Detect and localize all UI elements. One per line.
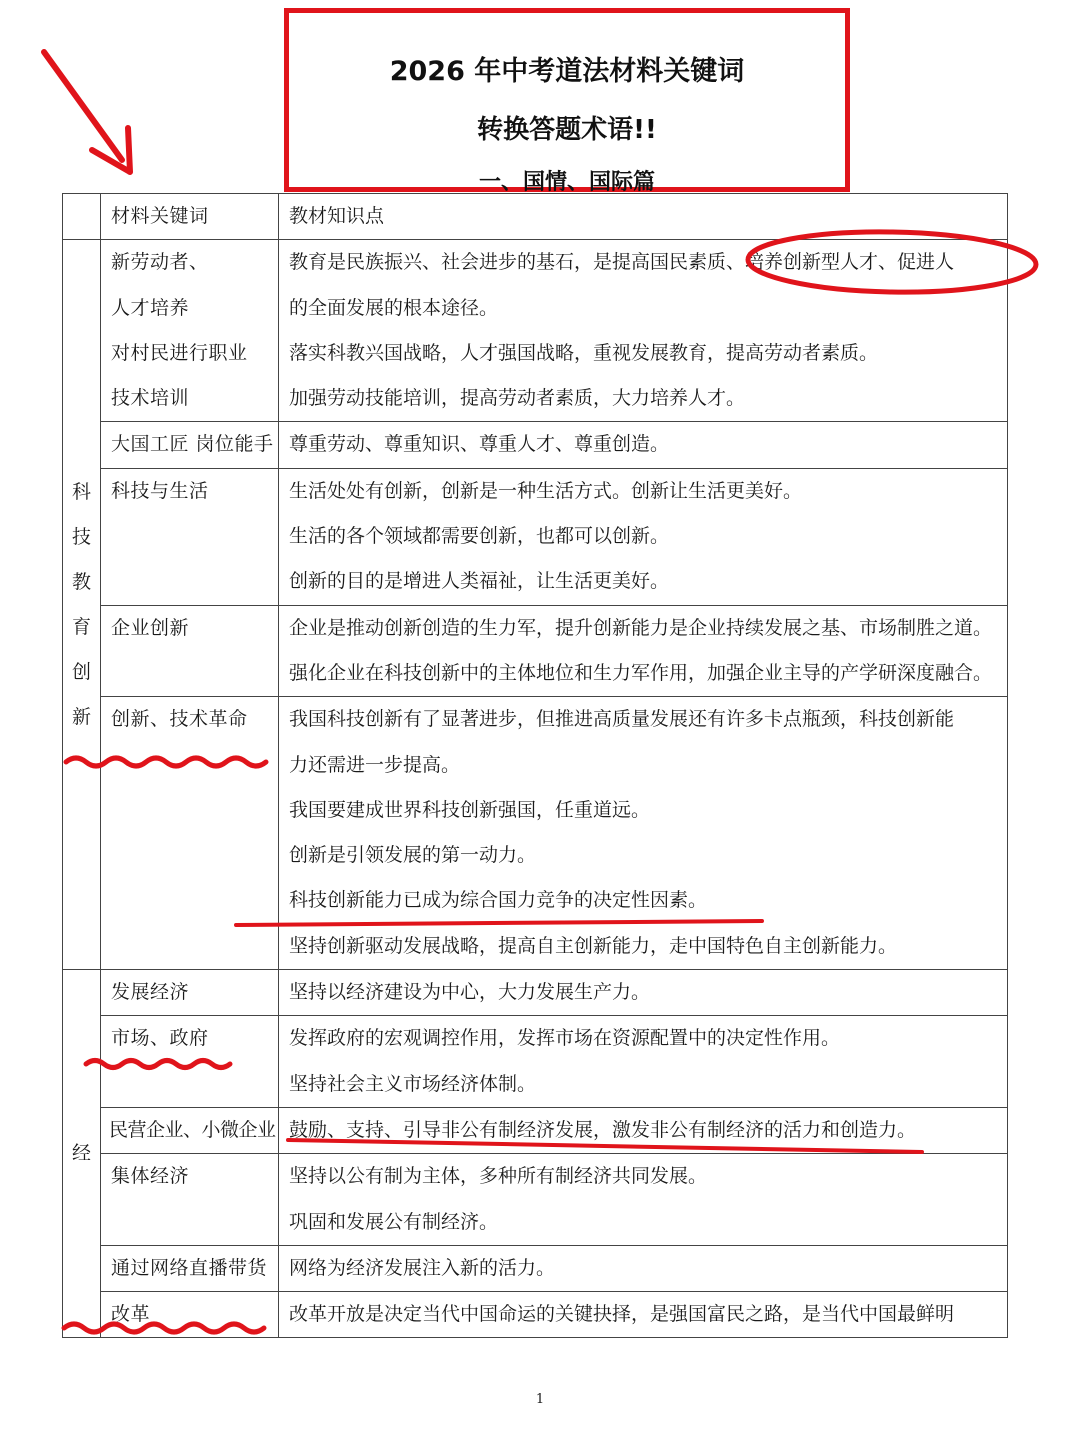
table-row [63, 1292, 1008, 1338]
table-row [63, 970, 1008, 1016]
keyword-cell: 新劳动者、 人才培养 对村民进行职业 技术培训 [101, 240, 279, 422]
header-keyword-cell: 材料关键词 [101, 194, 279, 240]
title-highlight-box [284, 8, 850, 195]
knowledge-cell: 发挥政府的宏观调控作用，发挥市场在资源配置中的决定性作用。 坚持社会主义市场经济体制。 [279, 1016, 1008, 1108]
table-row [63, 468, 1008, 605]
keyword-cell: 通过网络直播带货 [101, 1245, 279, 1291]
table-row [63, 1245, 1008, 1291]
knowledge-cell: 改革开放是决定当代中国命运的关键抉择，是强国富民之路，是当代中国最鲜明 [279, 1292, 1008, 1338]
keyword-table [62, 193, 1008, 1338]
keyword-cell: 科技与生活 [101, 468, 279, 605]
knowledge-cell: 生活处处有创新，创新是一种生活方式。创新让生活更美好。 生活的各个领域都需要创新，也都可以创新。 创新的目的是增进人类福祉，让生活更美好。 [279, 468, 1008, 605]
knowledge-cell: 网络为经济发展注入新的活力。 [279, 1245, 1008, 1291]
table-row [63, 1154, 1008, 1246]
header-knowledge-cell: 教材知识点 [279, 194, 1008, 240]
knowledge-cell: 企业是推动创新创造的生力军，提升创新能力是企业持续发展之基、市场制胜之道。 强化企业在科技创新中的主体地位和生力军作用，加强企业主导的产学研深度融合。 [279, 605, 1008, 697]
red-arrow-icon [44, 52, 122, 160]
category-cell: 科技教育创新 [63, 240, 101, 970]
table-header-row [63, 194, 1008, 240]
knowledge-cell: 坚持以公有制为主体，多种所有制经济共同发展。 巩固和发展公有制经济。 [279, 1154, 1008, 1246]
table-row [63, 605, 1008, 697]
table-row [63, 422, 1008, 468]
keyword-cell: 集体经济 [101, 1154, 279, 1246]
knowledge-cell: 我国科技创新有了显著进步，但推进高质量发展还有许多卡点瓶颈，科技创新能 力还需进一步提高。 我国要建成世界科技创新强国，任重道远。 创新是引领发展的第一动力。 科技创新能力已成为综合国力竞争的决定性因素。 坚持创新驱动发展战略，提高自主创新能力，走中国特色自主创新能力。 [279, 697, 1008, 970]
keyword-cell: 发展经济 [101, 970, 279, 1016]
table-row [63, 697, 1008, 970]
keyword-cell: 改革 [101, 1292, 279, 1338]
knowledge-cell: 鼓励、支持、引导非公有制经济发展，激发非公有制经济的活力和创造力。 [279, 1107, 1008, 1153]
table-row [63, 1107, 1008, 1153]
document-title: 2026 年中考道法材料关键词 [389, 56, 745, 87]
red-arrow-head [92, 128, 130, 172]
keyword-cell: 市场、政府 [101, 1016, 279, 1108]
category-cell: 经 [63, 970, 101, 1338]
page-number: 1 [535, 1392, 545, 1407]
header-category-cell [63, 194, 101, 240]
knowledge-cell: 尊重劳动、尊重知识、尊重人才、尊重创造。 [279, 422, 1008, 468]
keyword-cell: 民营企业、小微企业 [101, 1107, 279, 1153]
keyword-cell: 企业创新 [101, 605, 279, 697]
document-subtitle: 转换答题术语!! [477, 115, 657, 145]
table-row [63, 240, 1008, 422]
section-heading: 一、国情、国际篇 [478, 170, 655, 195]
keyword-cell: 创新、技术革命 [101, 697, 279, 970]
knowledge-cell: 教育是民族振兴、社会进步的基石，是提高国民素质、培养创新型人才、促进人 的全面发展的根本途径。 落实科教兴国战略，人才强国战略，重视发展教育，提高劳动者素质。 加强劳动技能培训，提高劳动者素质，大力培养人才。 [279, 240, 1008, 422]
table-row [63, 1016, 1008, 1108]
keyword-cell: 大国工匠 岗位能手 [101, 422, 279, 468]
knowledge-cell: 坚持以经济建设为中心，大力发展生产力。 [279, 970, 1008, 1016]
